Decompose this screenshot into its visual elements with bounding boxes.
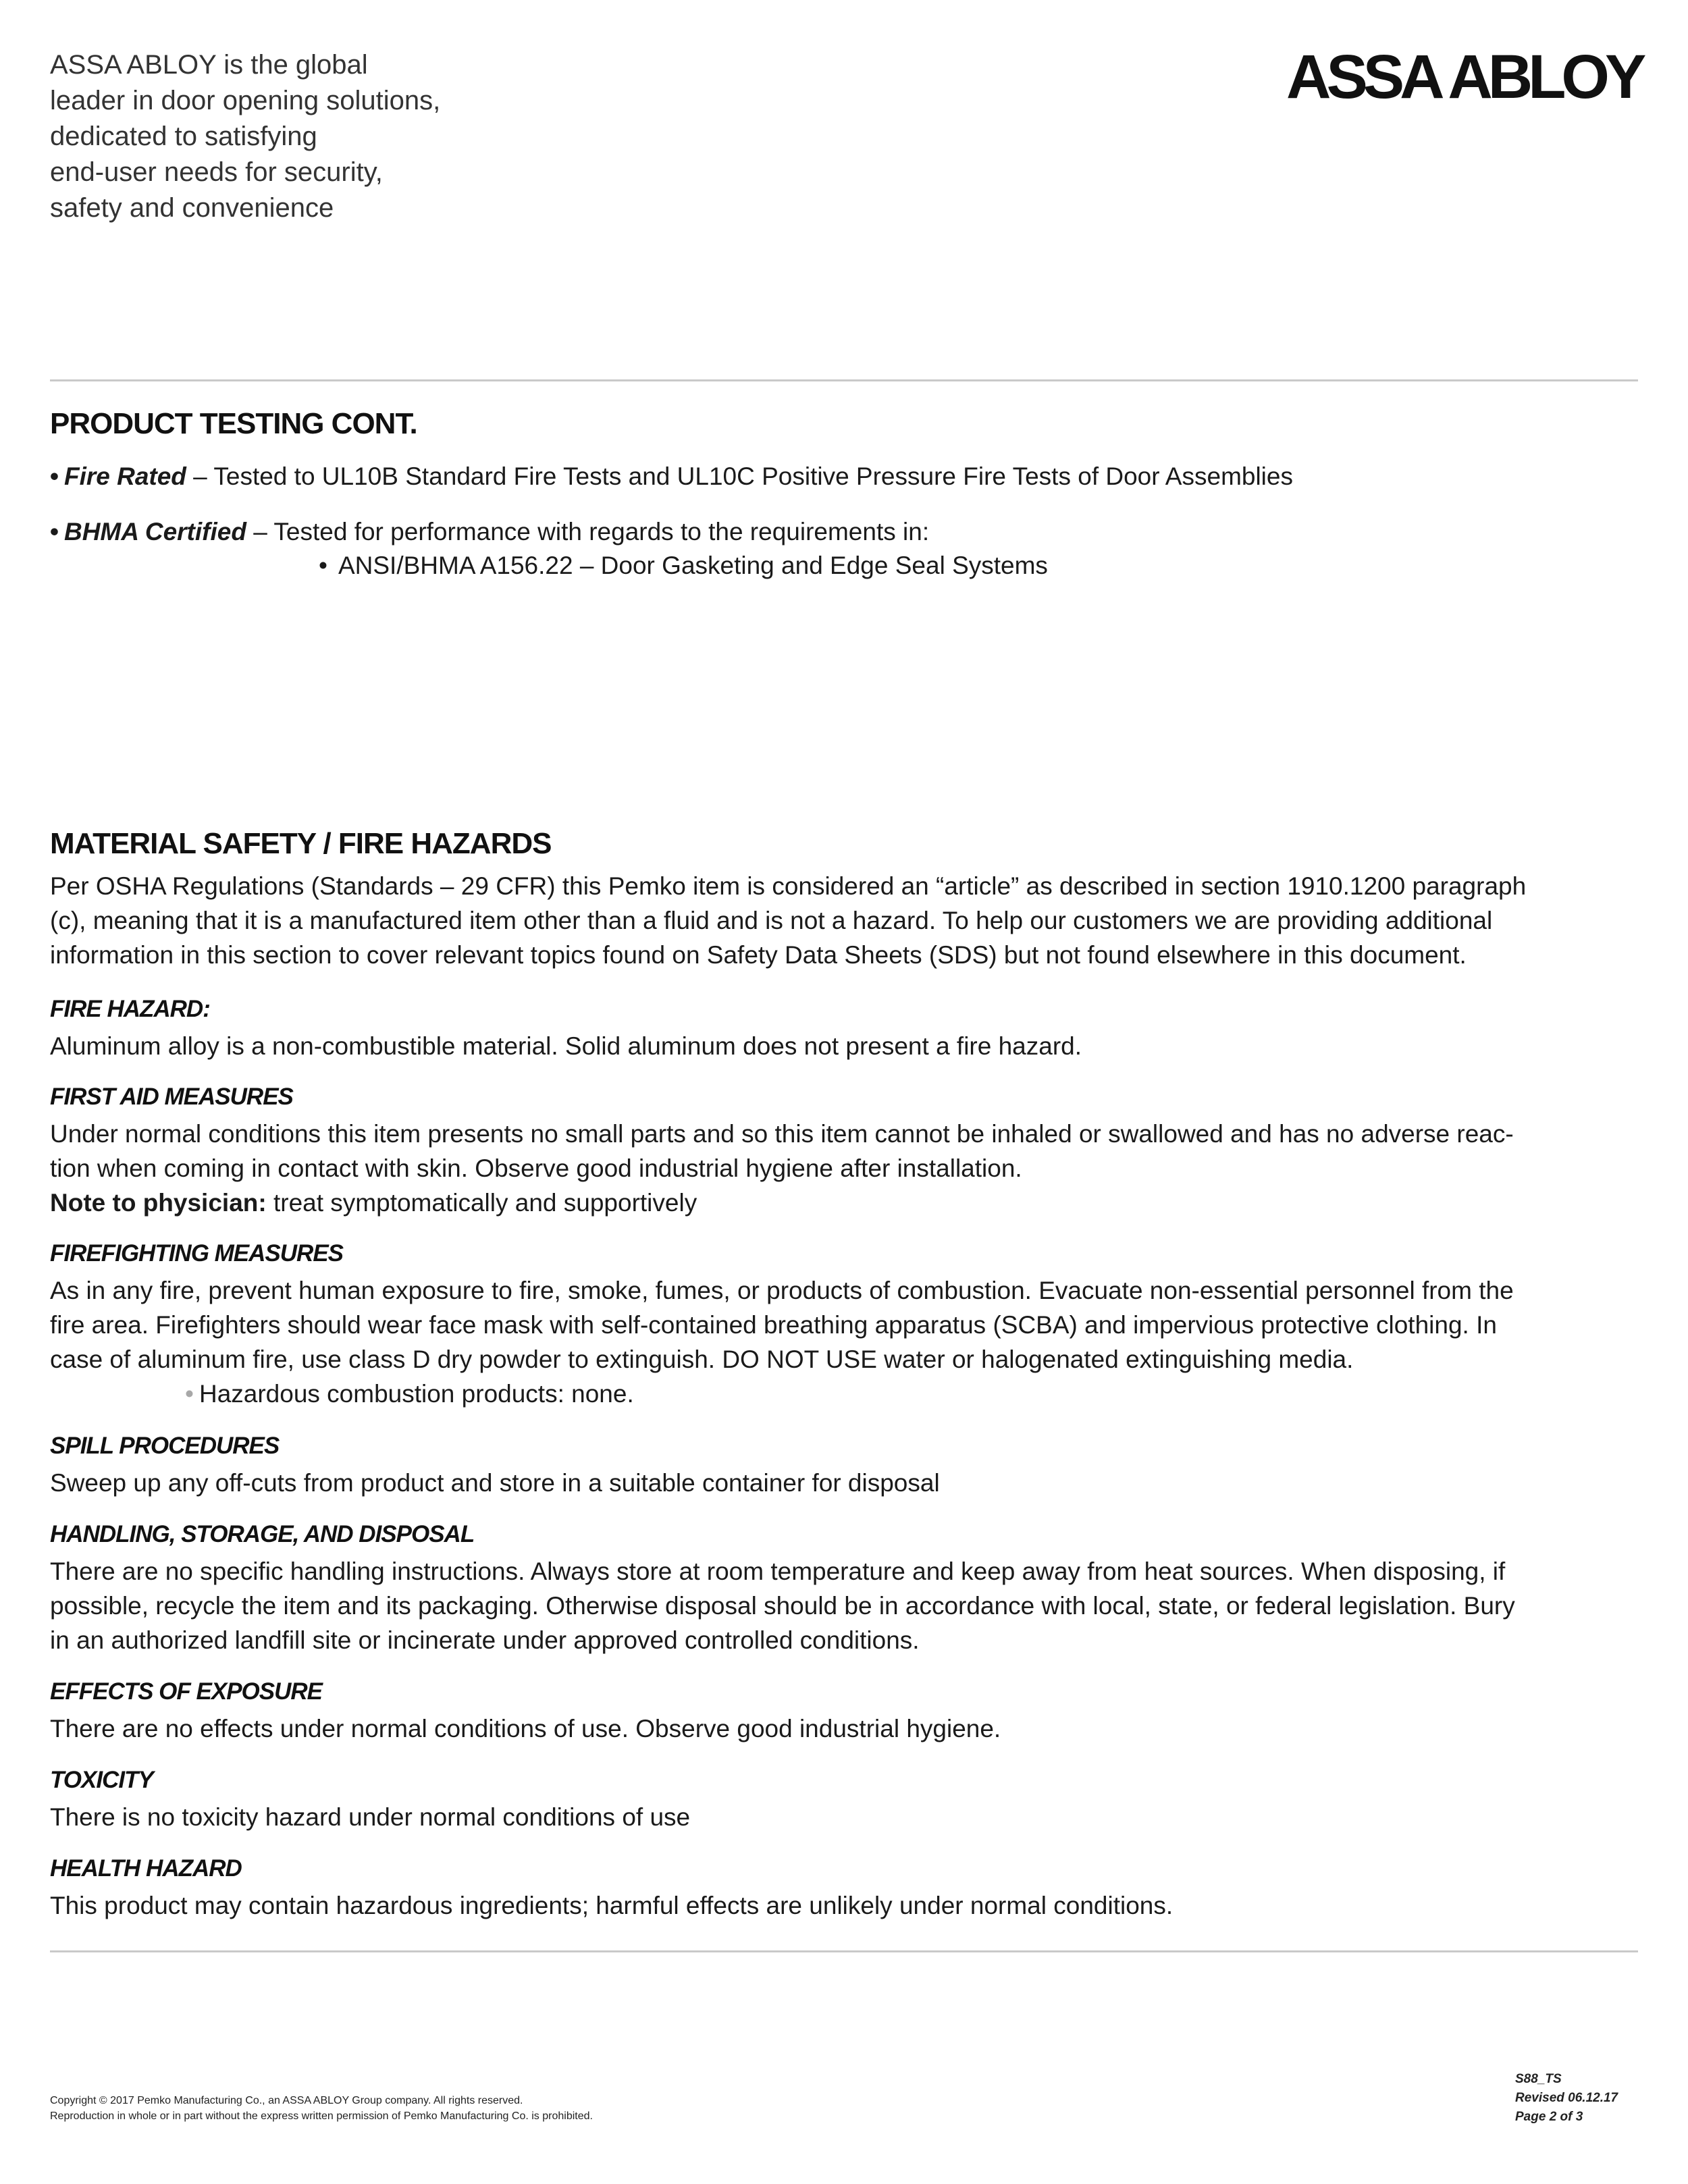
bhma-label: BHMA Certified <box>63 518 246 545</box>
firefighting-text <box>50 1273 1638 1411</box>
assa-abloy-logo: ASSA ABLOY <box>1286 43 1642 111</box>
first-aid-text <box>50 1117 1638 1220</box>
first-aid-line: tion when coming in contact with skin. Observe good industrial hygiene after installation. <box>50 1154 1022 1182</box>
handling-title: HANDLING, STORAGE, AND DISPOSAL <box>50 1521 475 1547</box>
effects-of-exposure-text: There are no effects under normal conditions of use. Observe good industrial hygiene. <box>50 1715 1001 1742</box>
bhma-item <box>50 514 929 549</box>
handling-line: possible, recycle the item and its packaging. Otherwise disposal should be in accordance with local, state, or federal legislation. Bury <box>50 1592 1515 1620</box>
spill-procedures-text: Sweep up any off-cuts from product and store in a suitable container for disposal <box>50 1469 940 1497</box>
spill-procedures-title: SPILL PROCEDURES <box>50 1433 280 1459</box>
fire-rated-text: – Tested to UL10B Standard Fire Tests and UL10C Positive Pressure Fire Tests of Door Assemblies <box>186 462 1293 490</box>
physician-note <box>50 1186 1638 1220</box>
first-aid-title: FIRST AID MEASURES <box>50 1084 293 1110</box>
tagline-line: dedicated to satisfying <box>50 122 317 151</box>
document-info <box>1515 2070 1618 2127</box>
handling-line: There are no specific handling instructions. Always store at room temperature and keep away from heat sources. When disposing, if <box>50 1557 1506 1585</box>
top-divider <box>50 379 1638 381</box>
tagline-line: ASSA ABLOY is the global <box>50 50 368 80</box>
intro-line: Per OSHA Regulations (Standards – 29 CFR) this Pemko item is considered an “article” as described in section 1910.1200 paragraph <box>50 872 1527 900</box>
tagline-line: end-user needs for security, <box>50 157 383 187</box>
bullet-icon: • <box>50 518 59 545</box>
copyright-line: Copyright © 2017 Pemko Manufacturing Co., an ASSA ABLOY Group company. All rights reserved. <box>50 2095 523 2106</box>
reproduction-line: Reproduction in whole or in part without the express written permission of Pemko Manufacturing Co. is prohibited. <box>50 2110 593 2122</box>
combustion-products-item <box>50 1377 1638 1411</box>
bullet-icon: • <box>185 1380 194 1408</box>
toxicity-title: TOXICITY <box>50 1767 153 1793</box>
bottom-divider <box>50 1950 1638 1952</box>
page-number: Page 2 of 3 <box>1515 2110 1583 2124</box>
fire-hazard-title: FIRE HAZARD: <box>50 996 210 1022</box>
effects-of-exposure-title: EFFECTS OF EXPOSURE <box>50 1678 322 1705</box>
bhma-text: – Tested for performance with regards to the requirements in: <box>246 518 930 545</box>
firefighting-title: FIREFIGHTING MEASURES <box>50 1240 344 1267</box>
combustion-products-text: Hazardous combustion products: none. <box>199 1380 634 1408</box>
intro-line: (c), meaning that it is a manufactured item other than a fluid and is not a hazard. To help our customers we are providing additional <box>50 907 1493 934</box>
document-code: S88_TS <box>1515 2072 1562 2086</box>
fire-rated-item <box>50 459 1293 494</box>
firefighting-line: case of aluminum fire, use class D dry powder to extinguish. DO NOT USE water or halogenated extinguishing media. <box>50 1346 1354 1373</box>
bullet-icon: • <box>319 552 327 579</box>
tagline-line: leader in door opening solutions, <box>50 86 441 115</box>
physician-note-label: Note to physician: <box>50 1189 267 1217</box>
tagline-line: safety and convenience <box>50 193 334 223</box>
fire-rated-label: Fire Rated <box>63 462 186 490</box>
intro-line: information in this section to cover relevant topics found on Safety Data Sheets (SDS) but not found elsewhere in this document. <box>50 941 1467 969</box>
material-safety-heading: MATERIAL SAFETY / FIRE HAZARDS <box>50 827 552 860</box>
bhma-sub-item <box>319 548 1048 583</box>
company-tagline <box>50 47 536 226</box>
health-hazard-text: This product may contain hazardous ingredients; harmful effects are unlikely under normal conditions. <box>50 1892 1173 1919</box>
firefighting-line: fire area. Firefighters should wear face mask with self-contained breathing apparatus (SCBA) and impervious protective clothing. In <box>50 1311 1497 1339</box>
copyright-notice <box>50 2093 593 2124</box>
firefighting-line: As in any fire, prevent human exposure to fire, smoke, fumes, or products of combustion. Evacuate non-essential personnel from the <box>50 1277 1514 1304</box>
handling-line: in an authorized landfill site or incinerate under approved controlled conditions. <box>50 1626 920 1654</box>
revision-date: Revised 06.12.17 <box>1515 2091 1618 2105</box>
toxicity-text: There is no toxicity hazard under normal conditions of use <box>50 1803 691 1831</box>
material-safety-intro <box>50 869 1638 972</box>
health-hazard-title: HEALTH HAZARD <box>50 1855 242 1882</box>
first-aid-line: Under normal conditions this item presents no small parts and so this item cannot be inhaled or swallowed and has no adverse reac- <box>50 1120 1514 1148</box>
product-testing-heading: PRODUCT TESTING CONT. <box>50 407 417 440</box>
fire-hazard-text: Aluminum alloy is a non-combustible material. Solid aluminum does not present a fire hazard. <box>50 1032 1082 1060</box>
bhma-standard: ANSI/BHMA A156.22 – Door Gasketing and Edge Seal Systems <box>338 552 1048 579</box>
handling-text <box>50 1554 1638 1657</box>
bullet-icon: • <box>50 462 59 490</box>
physician-note-text: treat symptomatically and supportively <box>266 1189 697 1217</box>
